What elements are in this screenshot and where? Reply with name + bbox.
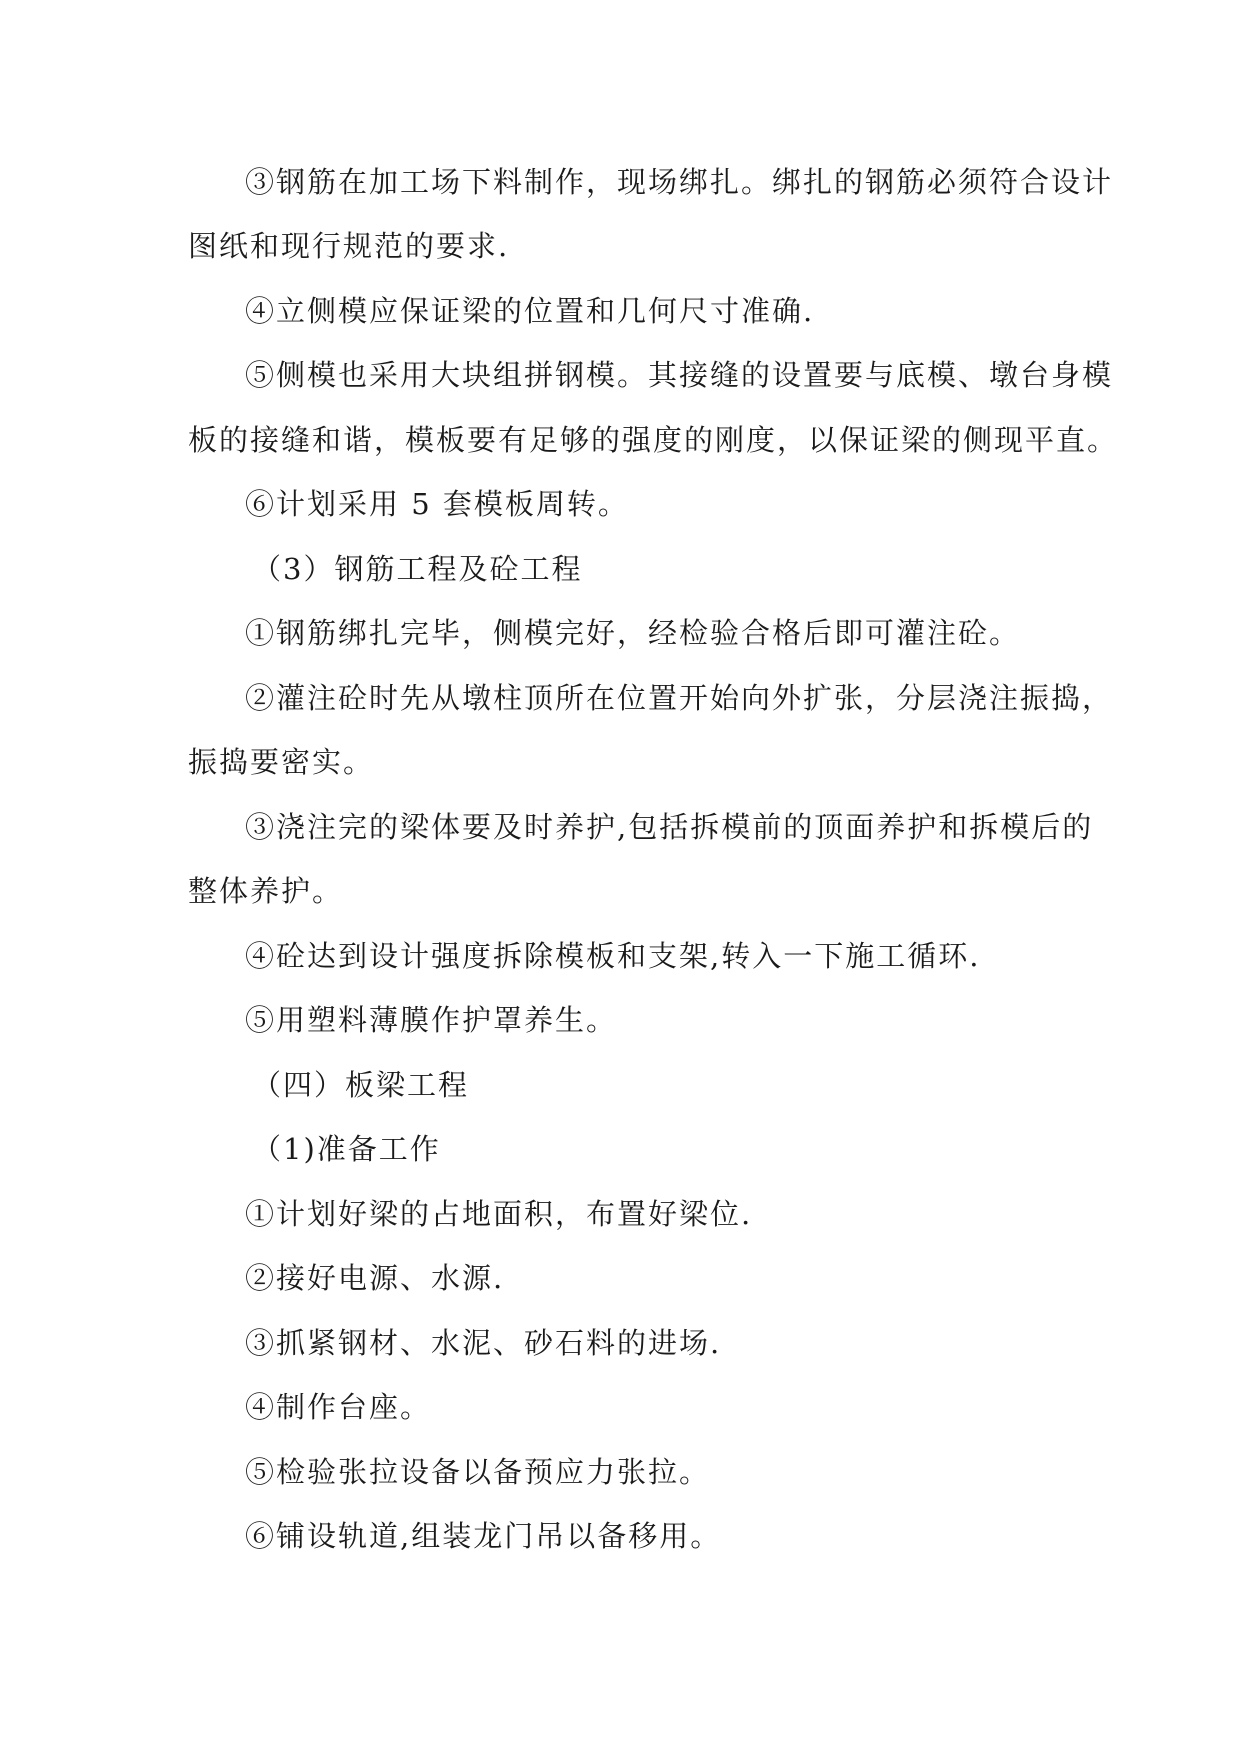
paragraph-line: ①钢筋绑扎完毕，侧模完好，经检验合格后即可灌注砼。 — [245, 616, 1021, 650]
paragraph-line: 图纸和现行规范的要求. — [188, 229, 510, 263]
paragraph-line: ⑤用塑料薄膜作护罩养生。 — [245, 1003, 618, 1037]
paragraph-line: ①计划好梁的占地面积，布置好梁位. — [245, 1197, 753, 1231]
paragraph-line: ③抓紧钢材、水泥、砂石料的进场. — [245, 1326, 722, 1360]
section-heading: （3）钢筋工程及砼工程 — [252, 552, 583, 586]
paragraph-line: 整体养护。 — [188, 874, 344, 908]
paragraph-line: 板的接缝和谐，模板要有足够的强度的刚度，以保证梁的侧现平直。 — [188, 423, 1119, 457]
paragraph-line: ⑥计划采用 5 套模板周转。 — [245, 487, 629, 521]
paragraph-line: ④制作台座。 — [245, 1390, 432, 1424]
paragraph-line: ②灌注砼时先从墩柱顶所在位置开始向外扩张，分层浇注振捣， — [245, 681, 1114, 715]
paragraph-line: ④砼达到设计强度拆除模板和支架,转入一下施工循环. — [245, 939, 981, 973]
paragraph-line: ④立侧模应保证梁的位置和几何尺寸准确. — [245, 294, 815, 328]
paragraph-line: ⑤侧模也采用大块组拼钢模。其接缝的设置要与底模、墩台身模 — [245, 358, 1114, 392]
paragraph-line: ③钢筋在加工场下料制作，现场绑扎。绑扎的钢筋必须符合设计 — [245, 165, 1114, 199]
paragraph-line: ⑤检验张拉设备以备预应力张拉。 — [245, 1455, 711, 1489]
section-heading: （1)准备工作 — [252, 1132, 441, 1166]
paragraph-line: 振捣要密实。 — [188, 745, 375, 779]
paragraph-line: ③浇注完的梁体要及时养护,包括拆模前的顶面养护和拆模后的 — [245, 810, 1094, 844]
paragraph-line: ⑥铺设轨道,组装龙门吊以备移用。 — [245, 1519, 722, 1553]
paragraph-line: ②接好电源、水源. — [245, 1261, 505, 1295]
section-heading: （四）板梁工程 — [252, 1068, 470, 1102]
